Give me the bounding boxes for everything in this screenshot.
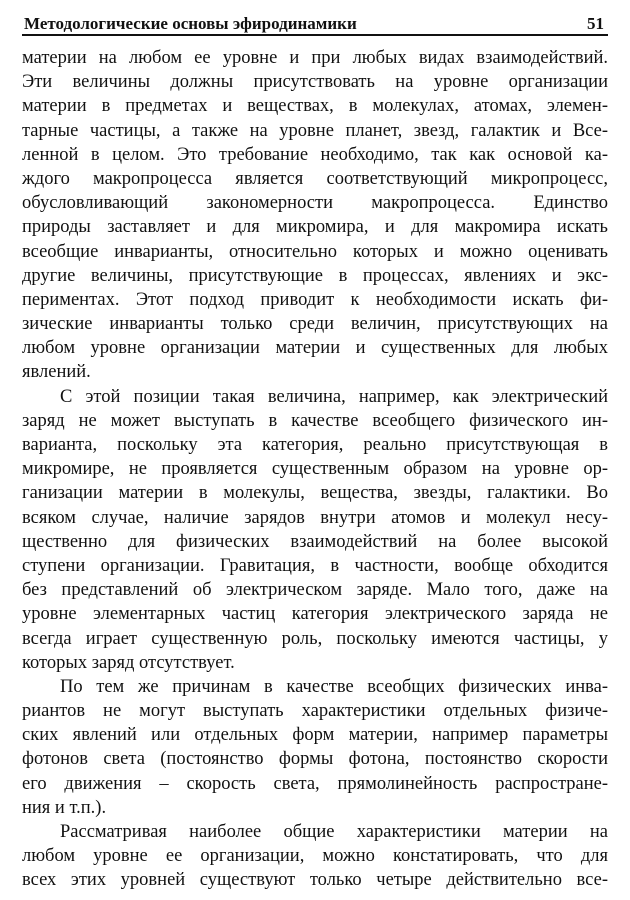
text-line: риантов не могут выступать характеристики отдельных физиче- [22, 701, 608, 722]
text-line: щественно для физических взаимодействий на более высокой [22, 531, 608, 552]
text-line: природы заставляет и для микромира, и для макромира искать [22, 217, 608, 238]
text-line: зические инварианты только среди величин, присутствующих на [22, 314, 608, 335]
text-line: фотонов света (постоянство формы фотона, постоянство скорости [22, 749, 608, 770]
text-line: периментах. Этот подход приводит к необходимости искать фи- [22, 289, 608, 310]
text-line: всегда играет существенную роль, поскольку имеются частицы, у [22, 628, 608, 649]
text-line: любом уровне организации материи и существенных для любых [22, 338, 608, 359]
text-line: уровне элементарных частиц категория электрического заряда не [22, 604, 608, 625]
text-line: Эти величины должны присутствовать на уровне организации [22, 72, 608, 93]
text-line: всеобщие инварианты, относительно которых и можно оценивать [22, 241, 608, 262]
text-line: тарные частицы, а также на уровне планет, звезд, галактик и Все- [22, 120, 608, 141]
text-line: без представлений об электрическом заряде. Мало того, даже на [22, 580, 608, 601]
text-line: заряд не может выступать в качестве всеобщего физического ин- [22, 410, 608, 431]
text-line: любом уровне ее организации, можно констатировать, что для [22, 846, 608, 867]
text-line: материи в предметах и веществах, в молекулах, атомах, элемен- [22, 96, 608, 117]
text-line: варианта, поскольку эта категория, реально присутствующая в [22, 435, 608, 455]
text-line: ганизации материи в молекулы, вещества, звезды, галактики. Во [22, 483, 608, 504]
body-text [22, 46, 608, 893]
text-line: микромире, не проявляется существенным образом на уровне ор- [22, 459, 608, 480]
page-number: 51 [587, 14, 604, 33]
running-header [22, 10, 608, 36]
text-line: всех этих уровней существуют только четыре действительно все- [22, 870, 608, 891]
text-line: ния и т.п.). [22, 797, 107, 818]
header-title: Методологические основы эфиродинамики [24, 14, 357, 33]
text-line: Рассматривая наиболее общие характеристики материи на [60, 822, 608, 842]
text-line: С этой позиции такая величина, например, как электрический [60, 386, 608, 407]
text-line: По тем же причинам в качестве всеобщих физических инва- [60, 676, 608, 697]
text-line: ждого макропроцесса является соответствующий микропроцесс, [22, 168, 608, 189]
text-line: явлений. [22, 362, 91, 383]
text-line: ских явлений или отдельных форм материи, например параметры [22, 725, 608, 746]
text-line: его движения – скорость света, прямолинейность распростране- [22, 773, 608, 794]
text-line: которых заряд отсутствует. [22, 652, 235, 673]
text-line: другие величины, присутствующие в процессах, явлениях и экс- [22, 265, 608, 286]
text-line: ступени организации. Гравитация, в частности, вообще обходится [22, 555, 608, 576]
text-line: обусловливающий закономерности макропроцесса. Единство [22, 193, 608, 214]
text-line: материи на любом ее уровне и при любых видах взаимодействий. [22, 48, 608, 68]
text-line: ленной в целом. Это требование необходимо, так как основой ка- [22, 144, 608, 165]
text-line: всяком случае, наличие зарядов внутри атомов и молекул несу- [22, 507, 608, 528]
